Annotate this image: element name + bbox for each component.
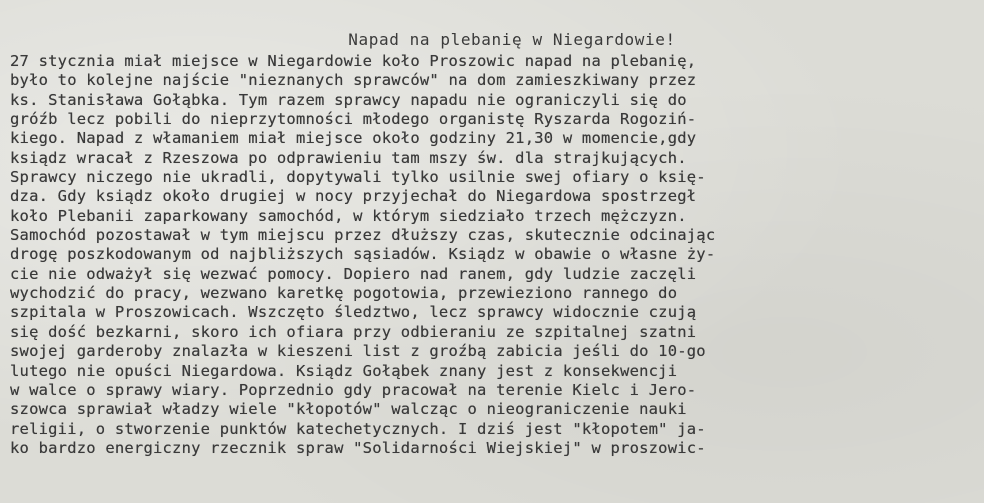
text-line: szowca sprawiał władzy wiele "kłopotów" walcząc o nieograniczenie nauki <box>10 400 687 419</box>
text-line: ko bardzo energiczny rzecznik spraw "Solidarności Wiejskiej" w proszowic- <box>10 438 706 457</box>
text-line: Samochód pozostawał w tym miejscu przez dłuższy czas, skutecznie odcinając <box>10 226 716 245</box>
text-line: ksiądz wracał z Rzeszowa po odprawieniu tam mszy św. dla strajkujących. <box>10 148 687 167</box>
text-line: kiego. Napad z włamaniem miał miejsce około godziny 21,30 w momencie,gdy <box>10 129 697 148</box>
text-line: wychodzić do pracy, wezwano karetkę pogotowia, przewieziono rannego do <box>10 284 678 303</box>
text-line: było to kolejne najście "nieznanych sprawców" na dom zamieszkiwany przez <box>10 71 697 90</box>
text-line: w walce o sprawy wiary. Poprzednio gdy pracował na terenie Kielc i Jero- <box>10 380 697 399</box>
text-line: ks. Stanisława Gołąbka. Tym razem sprawcy napadu nie ograniczyli się do <box>10 90 687 109</box>
article-body <box>10 52 980 458</box>
text-line: drogę poszkodowanym od najbliższych sąsiadów. Ksiądz w obawie o własne ży- <box>10 245 716 264</box>
text-line: koło Plebanii zaparkowany samochód, w którym siedziało trzech mężczyzn. <box>10 206 687 225</box>
text-line: szpitala w Proszowicach. Wszczęto śledztwo, lecz sprawcy widocznie czują <box>10 303 697 322</box>
text-line: 27 stycznia miał miejsce w Niegardowie koło Proszowic napad na plebanię, <box>10 52 697 70</box>
text-line: się dość bezkarni, skoro ich ofiara przy odbieraniu ze szpitalnej szatni <box>10 322 697 341</box>
text-line: gróźb lecz pobili do nieprzytomności młodego organistę Ryszarda Rogoziń- <box>10 110 697 129</box>
text-line: religii, o stworzenie punktów katechetycznych. I dziś jest "kłopotem" ja- <box>10 419 706 438</box>
text-line: lutego nie opuści Niegardowa. Ksiądz Gołąbek znany jest z konsekwencji <box>10 361 678 380</box>
article-title: Napad na plebanię w Niegardowie! <box>348 30 676 49</box>
text-line: swojej garderoby znalazła w kieszeni list z groźbą zabicia jeśli do 10-go <box>10 342 706 361</box>
text-line: cie nie odważył się wezwać pomocy. Dopiero nad ranem, gdy ludzie zaczęli <box>10 264 697 283</box>
text-line: Sprawcy niczego nie ukradli, dopytywali tylko usilnie swej ofiary o księ- <box>10 168 706 187</box>
text-line: dza. Gdy ksiądz około drugiej w nocy przyjechał do Niegardowa spostrzegł <box>10 187 697 206</box>
